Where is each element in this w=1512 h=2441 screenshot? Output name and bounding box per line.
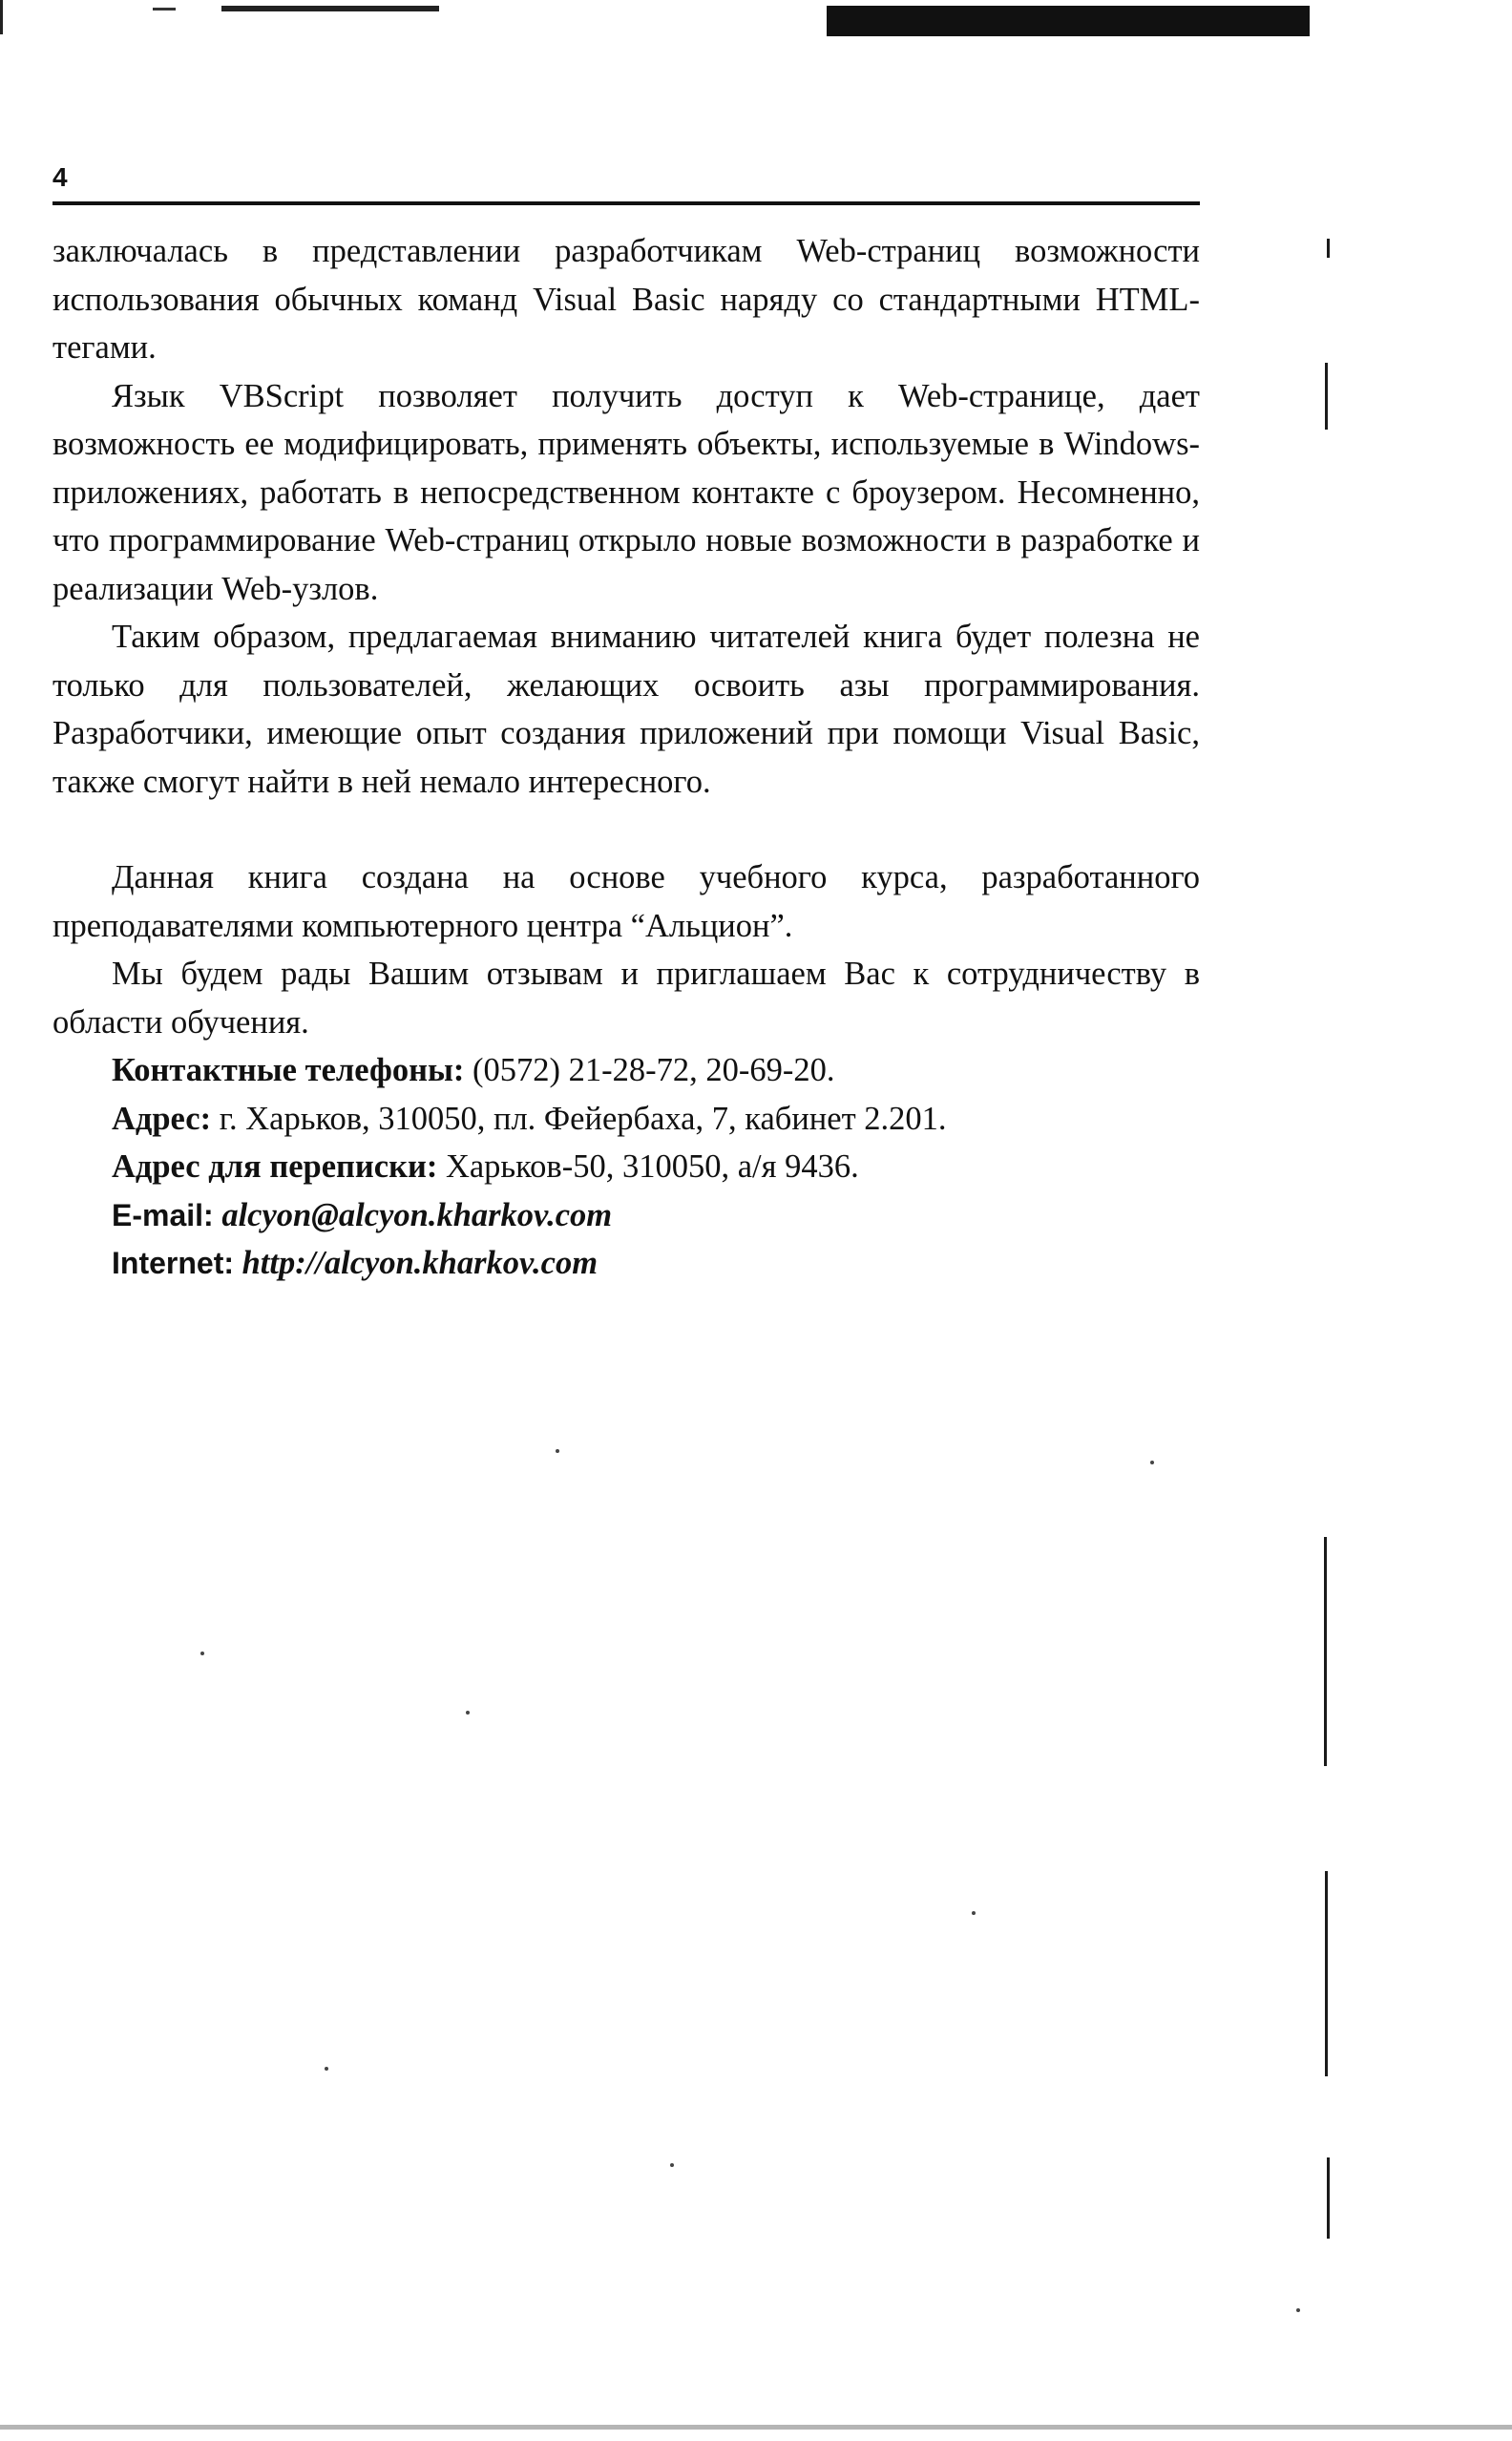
address-value: г. Харьков, 310050, пл. Фейербаха, 7, кабинет 2.201.: [219, 1100, 947, 1137]
scan-speck: [670, 2163, 674, 2167]
scan-right-edge-mark: [1325, 363, 1328, 430]
header-rule: [52, 201, 1200, 205]
scan-speck: [325, 2067, 328, 2071]
page-body: [52, 227, 1200, 1288]
email-label: E-mail:: [112, 1197, 214, 1232]
scan-speck: [200, 1652, 204, 1655]
scan-speck: [972, 1911, 976, 1915]
contact-phones: [52, 1046, 1200, 1095]
phones-label: Контактные телефоны:: [112, 1052, 465, 1088]
page-number: 4: [52, 162, 68, 192]
scan-right-edge-mark: [1325, 1871, 1328, 2076]
contact-internet: [52, 1239, 1200, 1288]
scan-dash-mark: [153, 8, 176, 11]
contact-address: [52, 1095, 1200, 1144]
scan-right-edge-mark: [1327, 239, 1330, 258]
scan-speck: [466, 1711, 470, 1715]
paragraph-feedback: Мы будем рады Вашим отзывам и приглашаем Вас к сотрудничеству в области обучения.: [52, 956, 1200, 1041]
paragraph-conclusion: Таким образом, предлагаемая вниманию читателей книга будет полезна не только для пользователей, желающих освоить азы программирования. Разработчики, имеющие опыт создания приложений при помощи Visual Basic, также смогут найти в ней немало интересного.: [52, 619, 1200, 800]
scan-right-edge-mark: [1327, 2157, 1330, 2239]
paragraph-book-origin: Данная книга создана на основе учебного курса, разработанного преподавателями компьютерного центра “Альцион”.: [52, 859, 1200, 944]
scan-smudge-mark: [221, 6, 439, 11]
scan-right-edge-mark: [1324, 1537, 1327, 1766]
contact-postal: [52, 1143, 1200, 1191]
address-label: Адрес:: [112, 1100, 212, 1137]
scan-top-bar: [827, 6, 1310, 36]
scan-speck: [556, 1449, 559, 1453]
scan-speck: [1150, 1461, 1154, 1464]
phones-value: (0572) 21-28-72, 20-69-20.: [472, 1052, 835, 1088]
internet-value: http://alcyon.kharkov.com: [242, 1245, 598, 1281]
scan-edge-mark: [0, 0, 3, 34]
internet-label: Internet:: [112, 1246, 234, 1280]
contact-email: [52, 1191, 1200, 1240]
paragraph-vbscript: Язык VBScript позволяет получить доступ к Web-странице, дает возможность ее модифицировать, применять объекты, используемые в Windows-приложениях, работать в непосредственном контакте с броузером. Несомненно, что программирование Web-страниц открыло новые возможности в разработке и реализации Web-узлов.: [52, 377, 1200, 607]
scan-bottom-edge: [0, 2425, 1512, 2430]
paragraph-continuation: заключалась в представлении разработчикам Web-страниц возможности использования обычных команд Visual Basic наряду со стандартными HTML-тегами.: [52, 233, 1200, 366]
section-gap: [52, 806, 1200, 853]
postal-value: Харьков-50, 310050, а/я 9436.: [445, 1148, 859, 1185]
postal-label: Адрес для переписки:: [112, 1148, 438, 1185]
scan-speck: [1296, 2308, 1300, 2312]
email-value: alcyon@alcyon.kharkov.com: [221, 1196, 613, 1233]
